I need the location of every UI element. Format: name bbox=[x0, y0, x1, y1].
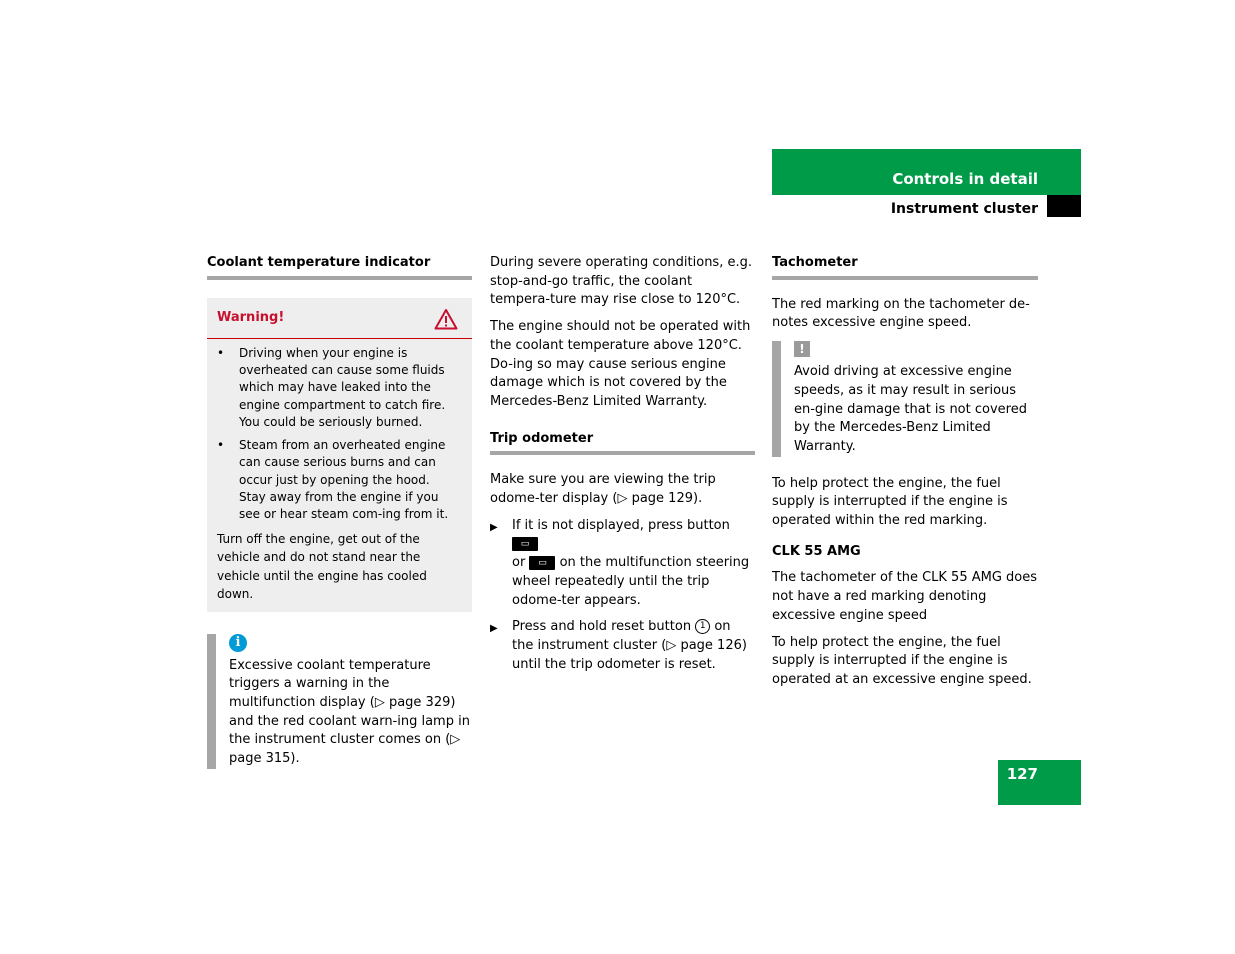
paragraph: The engine should not be operated with the coolant temperature above 120°C. Do-ing so may cause serious engine damage which is not covered by the Mercedes-Benz Limited Warranty. bbox=[490, 319, 751, 409]
step-text: on the instrument cluster (▷ page 126) until the trip odometer is reset. bbox=[512, 619, 747, 672]
tachometer-heading: Tachometer bbox=[772, 254, 1038, 280]
warning-header bbox=[207, 298, 472, 339]
list-item: • Driving when your engine is overheated can cause some fluids which may have leaked into the engine compartment to catch fire. You could be seriously burned. bbox=[217, 345, 446, 429]
paragraph: Make sure you are viewing the trip odome-ter display (▷ page 129). bbox=[490, 472, 716, 507]
section-title: Controls in detail bbox=[892, 170, 1038, 188]
column-1 bbox=[207, 254, 472, 769]
section-subtitle: Instrument cluster bbox=[890, 201, 1038, 217]
step-arrow-icon: ▶ bbox=[490, 521, 498, 533]
info-text: Excessive coolant temperature triggers a warning in the multifunction display (▷ page 329) and the red coolant warn-ing lamp in the instrument cluster comes on (▷ page 315). bbox=[229, 657, 470, 767]
step-arrow-icon: ▶ bbox=[490, 623, 498, 635]
info-note bbox=[207, 634, 472, 769]
step-item bbox=[490, 618, 755, 674]
step-text: If it is not displayed, press button bbox=[512, 517, 730, 533]
warning-box bbox=[207, 298, 472, 612]
paragraph: To help protect the engine, the fuel supply is interrupted if the engine is operated at an excessive engine speed. bbox=[772, 634, 1032, 687]
display-forward-button-icon: ▭ bbox=[512, 537, 538, 551]
paragraph: The red marking on the tachometer de-notes excessive engine speed. bbox=[772, 296, 1030, 331]
column-3 bbox=[772, 254, 1038, 698]
coolant-heading: Coolant temperature indicator bbox=[207, 254, 472, 280]
paragraph: The tachometer of the CLK 55 AMG does not have a red marking denoting excessive engine speed bbox=[772, 570, 1038, 623]
trip-odometer-heading: Trip odometer bbox=[490, 430, 755, 456]
header-marker bbox=[1047, 195, 1081, 217]
step-item bbox=[490, 517, 755, 611]
list-item: • Steam from an overheated engine can cause serious burns and can occur just by opening the hood. Stay away from the engine if you see or hear steam com-ing from it. bbox=[217, 438, 449, 522]
paragraph: To help protect the engine, the fuel supply is interrupted if the engine is operated within the red marking. bbox=[772, 475, 1008, 529]
step-text: Press and hold reset button bbox=[512, 619, 692, 635]
column-2 bbox=[490, 254, 755, 682]
warning-triangle-icon bbox=[434, 308, 458, 330]
step-text: or bbox=[512, 555, 526, 571]
caution-note bbox=[772, 341, 1038, 457]
warning-title: Warning! bbox=[217, 310, 285, 326]
caution-text: Avoid driving at excessive engine speeds, as it may result in serious en-gine damage that is not covered by the Mercedes-Benz Limited Warranty. bbox=[794, 364, 1027, 454]
clk-subheading: CLK 55 AMG bbox=[772, 543, 861, 559]
page-number: 127 bbox=[1006, 765, 1038, 783]
exclamation-icon: ! bbox=[794, 341, 810, 357]
warning-list bbox=[207, 339, 472, 524]
note-bar bbox=[207, 634, 216, 769]
note-bar bbox=[772, 341, 781, 457]
warning-footer: Turn off the engine, get out of the vehicle and do not stand near the vehicle until the engine has cooled down. bbox=[217, 531, 427, 602]
paragraph: During severe operating conditions, e.g. stop-and-go traffic, the coolant tempera-ture may rise close to 120°C. bbox=[490, 255, 752, 308]
reset-button-number: 1 bbox=[695, 619, 710, 634]
step-text: on the multifunction steering wheel repeatedly until the trip odome-ter appears. bbox=[512, 555, 750, 608]
info-icon: i bbox=[229, 634, 247, 652]
display-back-button-icon: ▭ bbox=[529, 556, 555, 570]
